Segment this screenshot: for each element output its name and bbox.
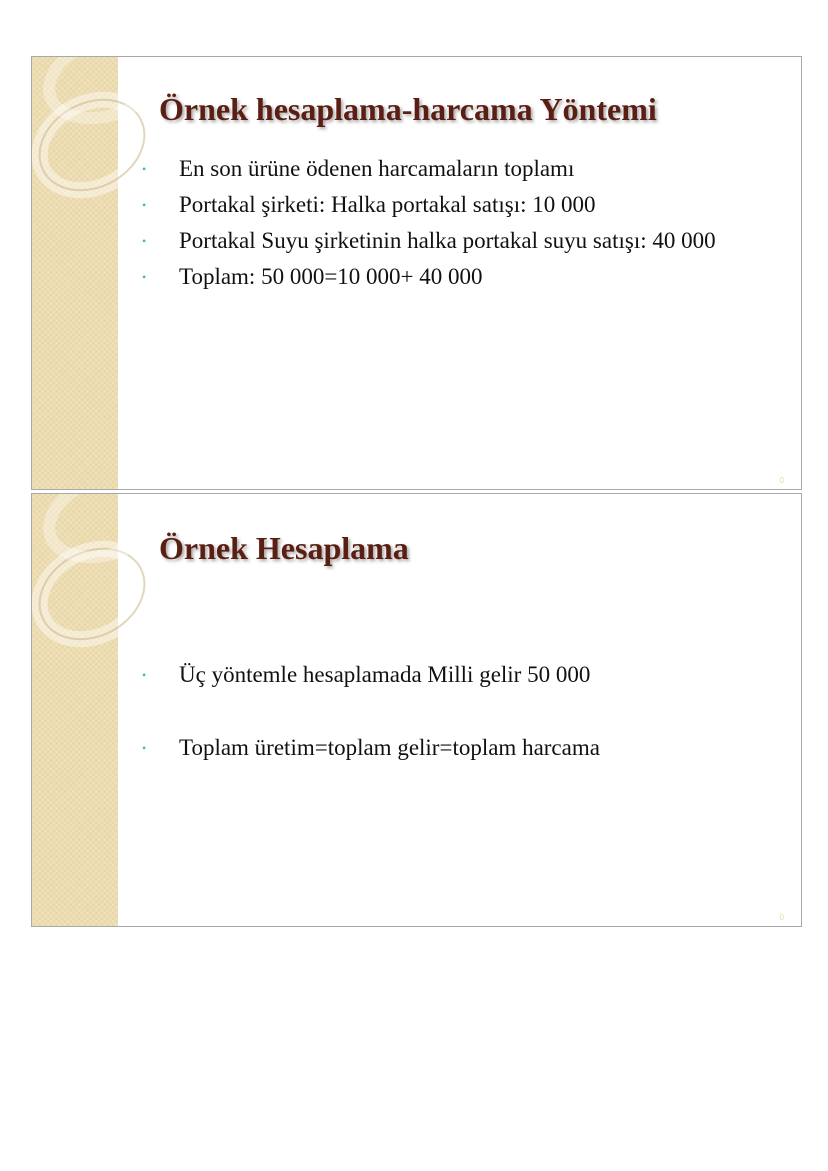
bullet-icon: •	[142, 270, 147, 284]
bullet-icon: •	[142, 741, 147, 755]
bullet-text: Toplam üretim=toplam gelir=toplam harcama	[179, 735, 600, 760]
bullet-text: Portakal Suyu şirketinin halka portakal suyu satışı: 40 000	[179, 228, 716, 253]
slide-1	[31, 56, 802, 490]
bullet-icon: •	[142, 162, 147, 176]
slide-2	[31, 493, 802, 927]
slide-title: Örnek hesaplama-harcama Yöntemi	[159, 91, 657, 127]
bullet-item	[142, 223, 716, 259]
bullet-list	[142, 657, 600, 803]
bullet-item	[142, 187, 716, 223]
bullet-icon: •	[142, 234, 147, 248]
bullet-text: Toplam: 50 000=10 000+ 40 000	[179, 264, 483, 289]
bullet-item	[142, 259, 716, 295]
bullet-icon: •	[142, 668, 147, 682]
bullet-icon: •	[142, 198, 147, 212]
bullet-text: Üç yöntemle hesaplamada Milli gelir 50 000	[179, 662, 591, 687]
bullet-text: Portakal şirketi: Halka portakal satışı: 10 000	[179, 192, 596, 217]
slide-title: Örnek Hesaplama	[159, 530, 409, 566]
bullet-item	[142, 730, 600, 766]
slide-number: 0	[779, 476, 784, 485]
bullet-list	[142, 151, 716, 295]
bullet-text: En son ürüne ödenen harcamaların toplamı	[179, 156, 575, 181]
bullet-item	[142, 151, 716, 187]
bullet-item	[142, 657, 600, 693]
slide-number: 0	[779, 913, 784, 922]
